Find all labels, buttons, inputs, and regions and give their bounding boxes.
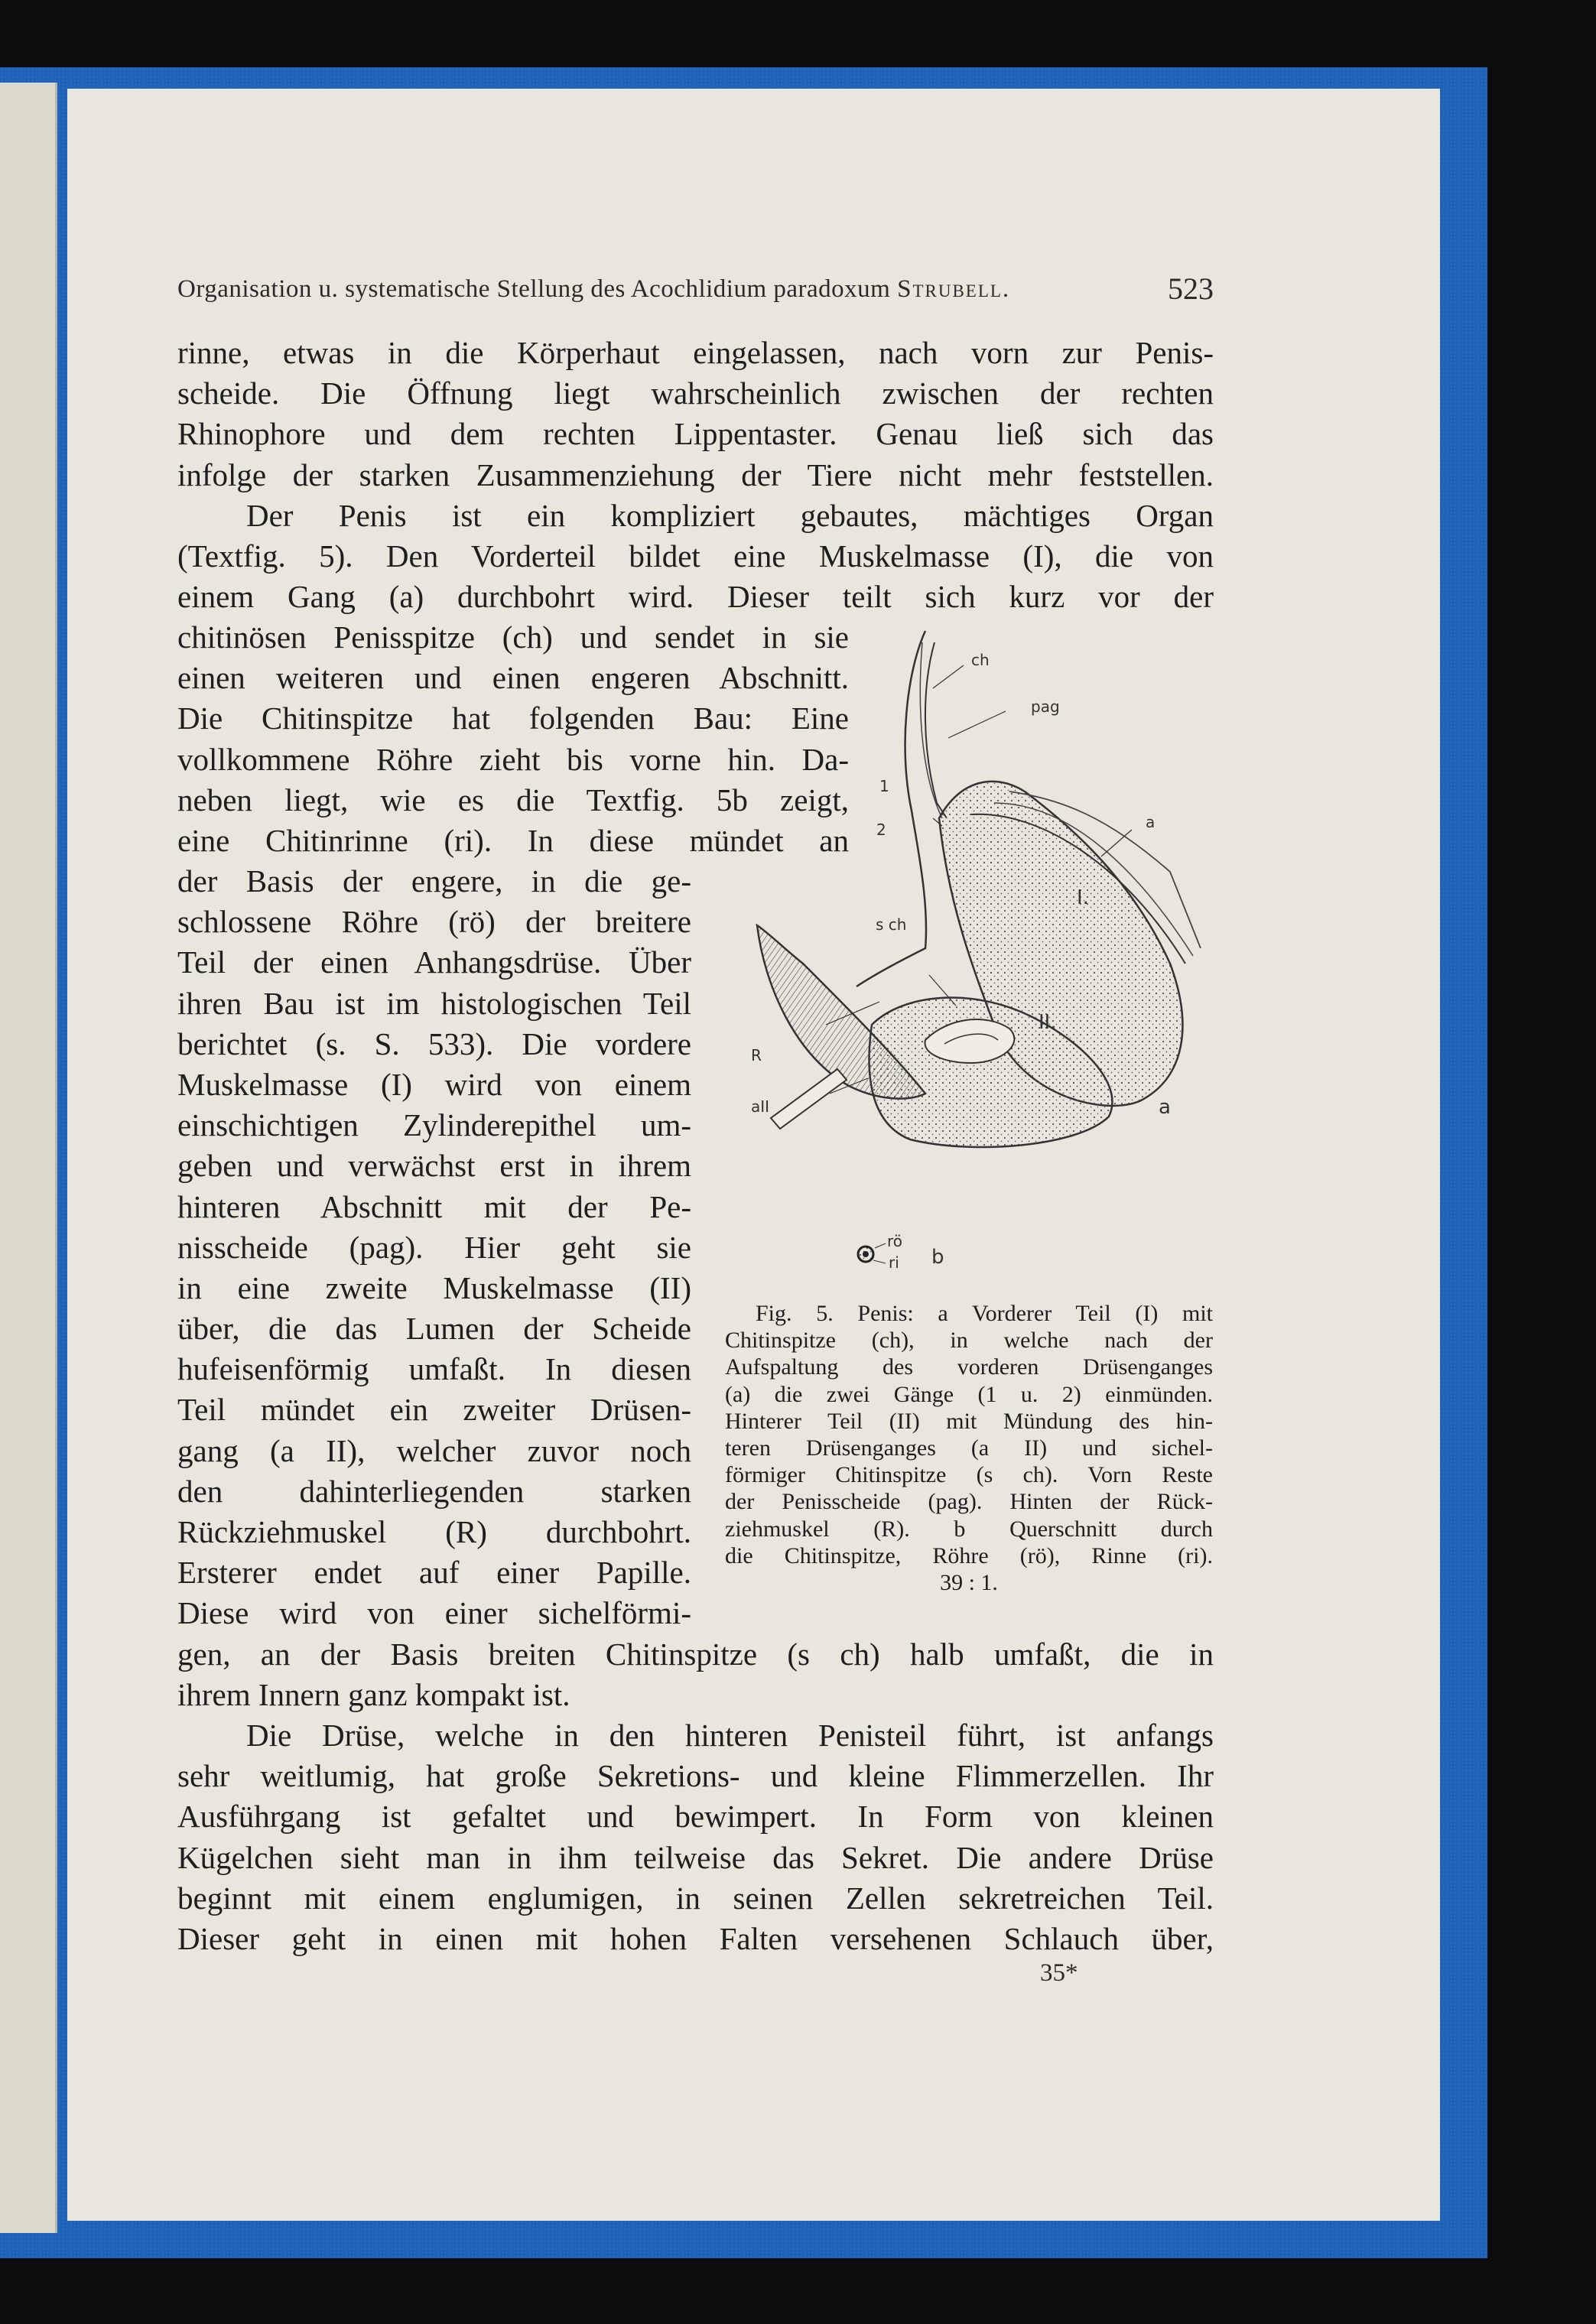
text-line: eine Chitinrinne (ri). In diese mündet an [177, 822, 849, 858]
caption-line: ziehmuskel (R). b Querschnitt durch [725, 1516, 1213, 1542]
caption-line: teren Drüsenganges (a II) und sichel- [725, 1435, 1213, 1461]
text-line: geben und verwächst erst in ihrem [177, 1148, 691, 1184]
label-ro: rö [887, 1232, 903, 1250]
text-line: vollkommene Röhre zieht bis vorne hin. Da- [177, 741, 849, 777]
text-line: ihrem Innern ganz kompakt ist. [177, 1677, 570, 1713]
label-2: 2 [876, 821, 886, 839]
text-line: einem Gang (a) durchbohrt wird. Dieser teilt sich kurz vor der [177, 579, 1214, 615]
caption-line: Aufspaltung des vorderen Drüsenganges [725, 1354, 1213, 1380]
paragraph-1 [177, 333, 1214, 617]
label-1: 1 [879, 777, 889, 795]
caption-line: förmiger Chitinspitze (s ch). Vorn Reste [725, 1462, 1213, 1488]
caption-line: Chitinspitze (ch), in welche nach der [725, 1328, 1213, 1354]
label-sch: s ch [876, 915, 907, 934]
penis-diagram [742, 627, 1231, 1315]
paragraph-2-narrow [177, 861, 691, 1634]
text-line: berichtet (s. S. 533). Die vordere [177, 1025, 691, 1061]
text-line: rinne, etwas in die Körperhaut eingelassen, nach vorn zur Penis- [177, 335, 1214, 370]
text-line: Rhinophore und dem rechten Lippentaster. Genau ließ sich das [177, 416, 1214, 452]
text-line: den dahinterliegenden starken [177, 1473, 691, 1509]
text-line: Teil der einen Anhangsdrüse. Über [177, 944, 691, 980]
text-line: über, die das Lumen der Scheide [177, 1311, 691, 1347]
label-aII: aII [751, 1097, 770, 1116]
label-fig-b: b [931, 1246, 944, 1269]
text-line: (Textfig. 5). Den Vorderteil bildet eine Muskelmasse (I), die von [177, 538, 1214, 574]
caption-line: der Penisscheide (pag). Hinten der Rück- [725, 1489, 1213, 1515]
text-line: gen, an der Basis breiten Chitinspitze (s ch) halb umfaßt, die in [177, 1637, 1214, 1672]
label-I: I. [1077, 886, 1089, 909]
text-line: Ausführgang ist gefaltet und bewimpert. In Form von kleinen [177, 1799, 1214, 1835]
text-line: Ersterer endet auf einer Papille. [177, 1555, 691, 1591]
caption-line: Fig. 5. Penis: a Vorderer Teil (I) mit [756, 1301, 1213, 1326]
text-line: gang (a II), welcher zuvor noch [177, 1432, 691, 1468]
text-line: einen weiteren und einen engeren Abschnitt. [177, 660, 849, 696]
paragraph-3 [177, 1715, 1214, 1959]
text-line: chitinösen Penisspitze (ch) und sendet in sie [177, 619, 849, 655]
text-line: Die Chitinspitze hat folgenden Bau: Eine [177, 700, 849, 736]
text-line: einschichtigen Zylinderepithel um- [177, 1107, 691, 1143]
label-R: R [751, 1046, 762, 1064]
text-line: beginnt mit einem englumigen, in seinen Zellen sekretreichen Teil. [177, 1880, 1214, 1916]
text-line: ihren Bau ist im histologischen Teil [177, 985, 691, 1021]
text-line: der Basis der engere, in die ge- [177, 863, 691, 899]
text-line: Teil mündet ein zweiter Drüsen- [177, 1392, 691, 1428]
text-line: hufeisenförmig umfaßt. In diesen [177, 1351, 691, 1387]
label-a-duct: a [1146, 813, 1156, 831]
figure-5-illustration [742, 627, 1231, 1315]
figure-caption [725, 1300, 1213, 1596]
label-fig-a: a [1159, 1096, 1171, 1119]
caption-line: die Chitinspitze, Röhre (rö), Rinne (ri). [725, 1542, 1213, 1568]
text-line: Rückziehmuskel (R) durchbohrt. [177, 1514, 691, 1549]
text-line: Muskelmasse (I) wird von einem [177, 1066, 691, 1102]
text-line: hinteren Abschnitt mit der Pe- [177, 1188, 691, 1224]
text-line: infolge der starken Zusammenziehung der Tiere nicht mehr feststellen. [177, 457, 1214, 492]
text-line: nisscheide (pag). Hier geht sie [177, 1229, 691, 1265]
label-pag: pag [1031, 697, 1060, 716]
running-header [177, 271, 1214, 310]
text-line: Der Penis ist ein kompliziert gebautes, mächtiges Organ [246, 497, 1214, 533]
signature-mark: 35* [1040, 1959, 1078, 1987]
caption-line: Hinterer Teil (II) mit Mündung des hin- [725, 1408, 1213, 1434]
text-line: neben liegt, wie es die Textfig. 5b zeigt, [177, 782, 849, 817]
text-line: Kügelchen sieht man in ihm teilweise das Sekret. Die andere Drüse [177, 1839, 1214, 1875]
label-ri: ri [889, 1253, 899, 1272]
text-line: in eine zweite Muskelmasse (II) [177, 1269, 691, 1305]
header-title: Organisation u. systematische Stellung des Acochlidium paradoxum Strubell. [177, 275, 1011, 303]
text-line: schlossene Röhre (rö) der breitere [177, 904, 691, 940]
caption-line: 39 : 1. [940, 1569, 998, 1595]
label-II: II. [1039, 1011, 1057, 1034]
previous-page-edge [0, 83, 57, 2233]
paragraph-2-end [177, 1634, 1214, 1715]
label-ch: ch [971, 651, 990, 669]
page-number: 523 [1168, 271, 1214, 306]
text-line: sehr weitlumig, hat große Sekretions- und kleine Flimmerzellen. Ihr [177, 1758, 1214, 1794]
caption-line: (a) die zwei Gänge (1 u. 2) einmünden. [725, 1381, 1213, 1407]
text-line: scheide. Die Öffnung liegt wahrscheinlich zwischen der rechten [177, 375, 1214, 411]
text-line: Die Drüse, welche in den hinteren Penisteil führt, ist anfangs [246, 1718, 1214, 1753]
text-line: Dieser geht in einen mit hohen Falten versehenen Schlauch über, [177, 1920, 1214, 1956]
text-line: Diese wird von einer sichelförmi- [177, 1595, 691, 1631]
